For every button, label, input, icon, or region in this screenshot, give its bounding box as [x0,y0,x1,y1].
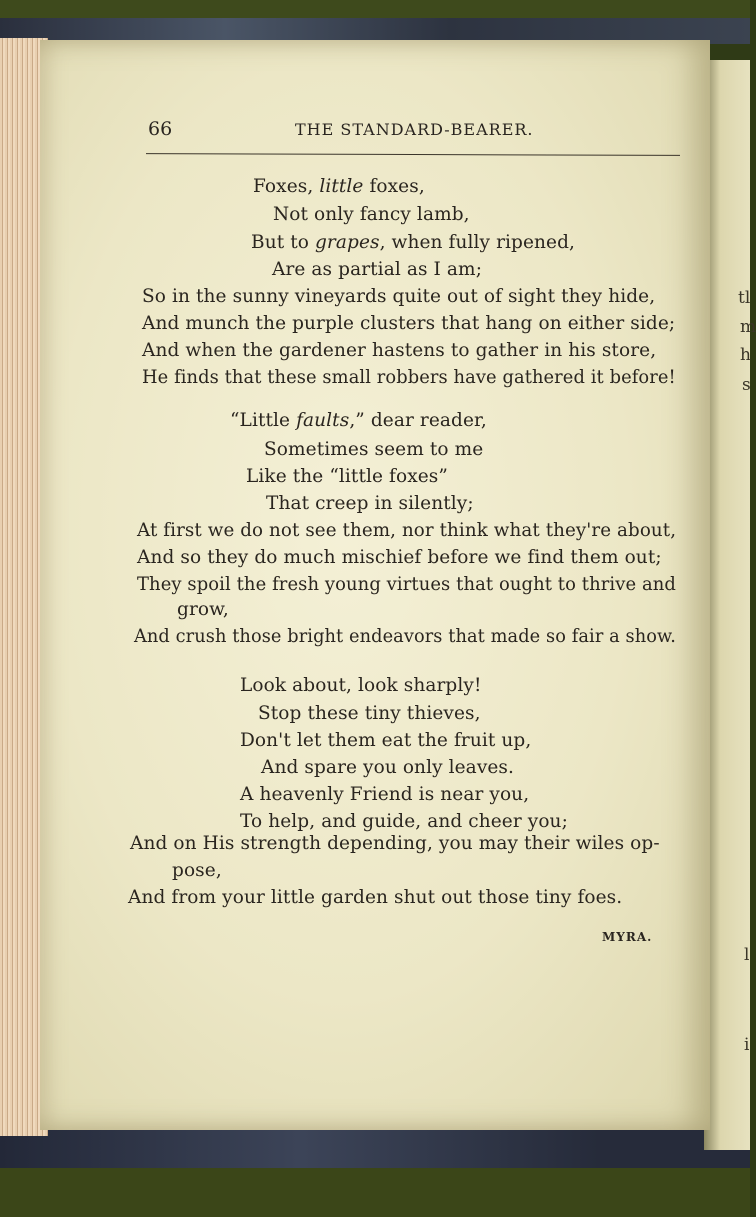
running-head [148,118,680,144]
facing-page-fragment: i [744,1035,750,1055]
facing-page-edge [704,60,756,1150]
poem-line: A heavenly Friend is near you, [240,784,530,805]
facing-page-fragment: m [740,317,756,337]
poem-line: Sometimes seem to me [264,439,484,460]
poem-line: Not only fancy lamb, [273,204,470,225]
poem-line: But to grapes, when fully ripened, [251,232,576,253]
poem-line: Like the “little foxes” [246,466,448,487]
facing-page-fragment: tl [738,288,751,308]
poem-line: Stop these tiny thieves, [258,703,481,724]
poem-line: And munch the purple clusters that hang on either side; [142,313,676,334]
poem-line: And crush those bright endeavors that made so fair a show. [134,626,676,647]
poem-line: At first we do not see them, nor think what they're about, [137,520,677,541]
author-signature: MYRA. [602,930,653,944]
running-title: THE STANDARD-BEARER. [295,120,534,139]
background-bottom [0,1168,750,1217]
poem-line: “Little faults,” dear reader, [230,410,487,431]
poem-line: And on His strength depending, you may their wiles op- [130,833,660,854]
poem-line: To help, and guide, and cheer you; [240,811,568,832]
poem-line: Don't let them eat the fruit up, [240,730,532,751]
poem-line: So in the sunny vineyards quite out of sight they hide, [142,286,656,307]
poem-line: That creep in silently; [266,493,474,514]
poem-line: Are as partial as I am; [272,259,483,280]
poem-line: And spare you only leaves. [261,757,514,778]
poem-line: They spoil the fresh young virtues that ought to thrive and [137,574,676,595]
poem-line: And from your little garden shut out those tiny foes. [128,887,623,908]
poem-line: He finds that these small robbers have gathered it before! [142,367,676,388]
facing-page-fragment: l [744,945,750,965]
page-number: 66 [148,118,173,140]
poem-line: And so they do much mischief before we find them out; [137,547,662,568]
book-cover-bottom-edge [0,1128,750,1172]
poem-line: grow, [177,599,229,620]
poem-line: Foxes, little foxes, [253,176,425,197]
poem-line: pose, [172,860,222,881]
poem-line: And when the gardener hastens to gather in his store, [142,340,657,361]
facing-page-fragment: s [742,375,751,395]
facing-page-fragment: h [740,345,751,365]
poem-line: Look about, look sharply! [240,675,482,696]
